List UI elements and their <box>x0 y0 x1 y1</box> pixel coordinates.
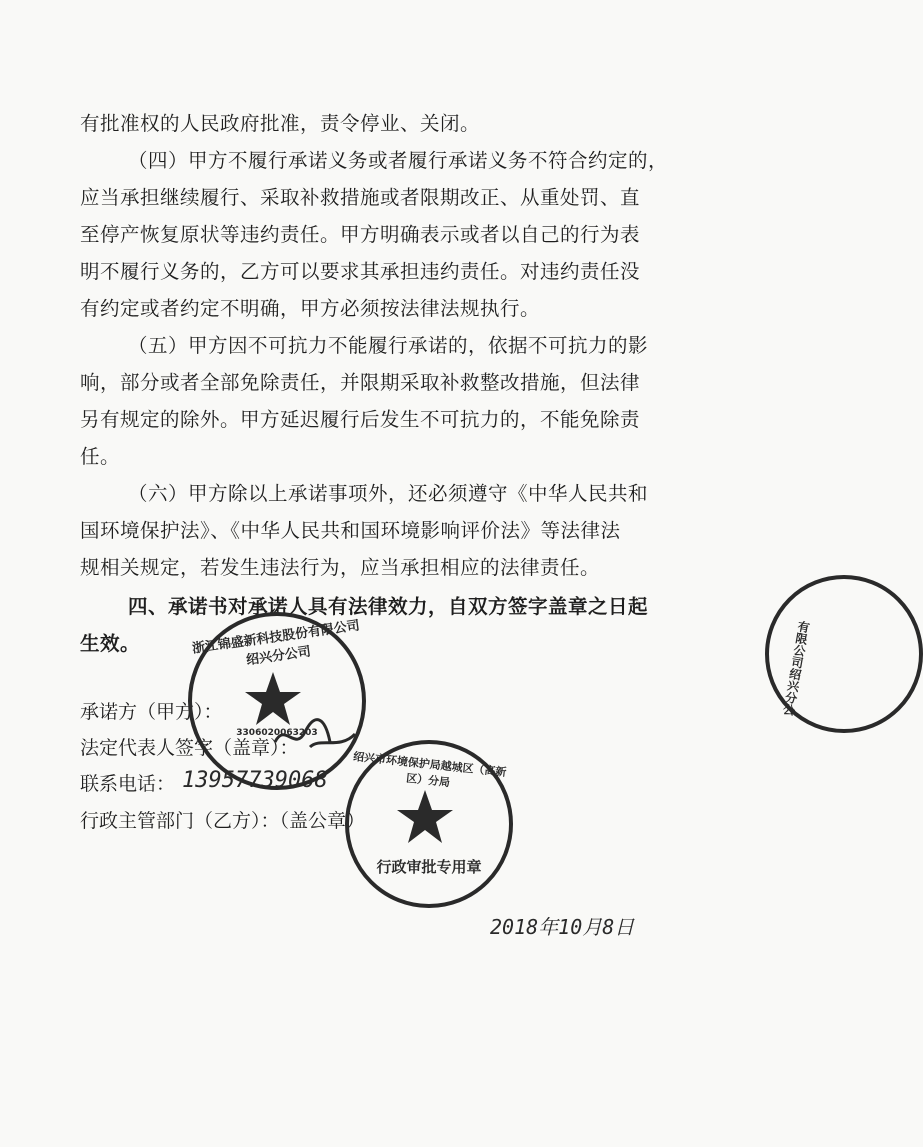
paragraph-line: 有约定或者约定不明确，甲方必须按法律法规执行。 <box>80 297 541 320</box>
signing-date: 2018年10月8日 <box>490 915 635 939</box>
paragraph-line: 规相关规定，若发生违法行为，应当承担相应的法律责任。 <box>80 556 601 579</box>
phone-value: 13957739068 <box>182 768 328 793</box>
promisor-label: 承诺方（甲方）： <box>80 701 223 723</box>
paragraph-line: （五）甲方因不可抗力不能履行承诺的，依据不可抗力的影 <box>128 334 649 357</box>
paragraph-line: 明不履行义务的，乙方可以要求其承担违约责任。对违约责任没 <box>80 260 641 283</box>
edge-seal-text: 有限公司绍兴分公 <box>780 619 812 717</box>
bureau-seal-name: 绍兴市环境保护局越城区（高新区）分局 <box>352 750 508 790</box>
paragraph-line: 至停产恢复原状等违约责任。甲方明确表示或者以自己的行为表 <box>80 223 641 246</box>
authority-label: 行政主管部门（乙方）：（盖公章） <box>80 810 366 832</box>
legal-rep-label: 法定代表人签字（盖章）： <box>80 737 299 759</box>
paragraph-line: 响，部分或者全部免除责任，并限期采取补救整改措施，但法律 <box>80 371 641 394</box>
clause-four-heading-cont: 生效。 <box>80 632 141 655</box>
company-seal-name: 浙江锦盛新科技股份有限公司绍兴分公司 <box>191 618 361 669</box>
company-seal <box>188 612 366 790</box>
paragraph-line: 国环境保护法》、《中华人民共和国环境影响评价法》等法律法 <box>80 519 621 542</box>
edge-seal-fragment <box>765 575 923 733</box>
paragraph-line: 另有规定的除外。甲方延迟履行后发生不可抗力的，不能免除责 <box>80 408 641 431</box>
paragraph-line: （四）甲方不履行承诺义务或者履行承诺义务不符合约定的， <box>128 149 669 172</box>
clause-four-heading: 四、承诺书对承诺人具有法律效力，自双方签字盖章之日起 <box>128 595 649 618</box>
paragraph-line: （六）甲方除以上承诺事项外，还必须遵守《中华人民共和 <box>128 482 649 505</box>
bureau-seal-purpose: 行政审批专用章 <box>376 858 482 876</box>
paragraph-line: 有批准权的人民政府批准，责令停业、关闭。 <box>80 112 481 135</box>
phone-label: 联系电话： <box>80 773 176 795</box>
bureau-seal <box>345 740 513 908</box>
paragraph-line: 应当承担继续履行、采取补救措施或者限期改正、从重处罚、直 <box>80 186 641 209</box>
paragraph-line: 任。 <box>80 445 121 468</box>
company-seal-code: 3306020063203 <box>236 728 318 738</box>
